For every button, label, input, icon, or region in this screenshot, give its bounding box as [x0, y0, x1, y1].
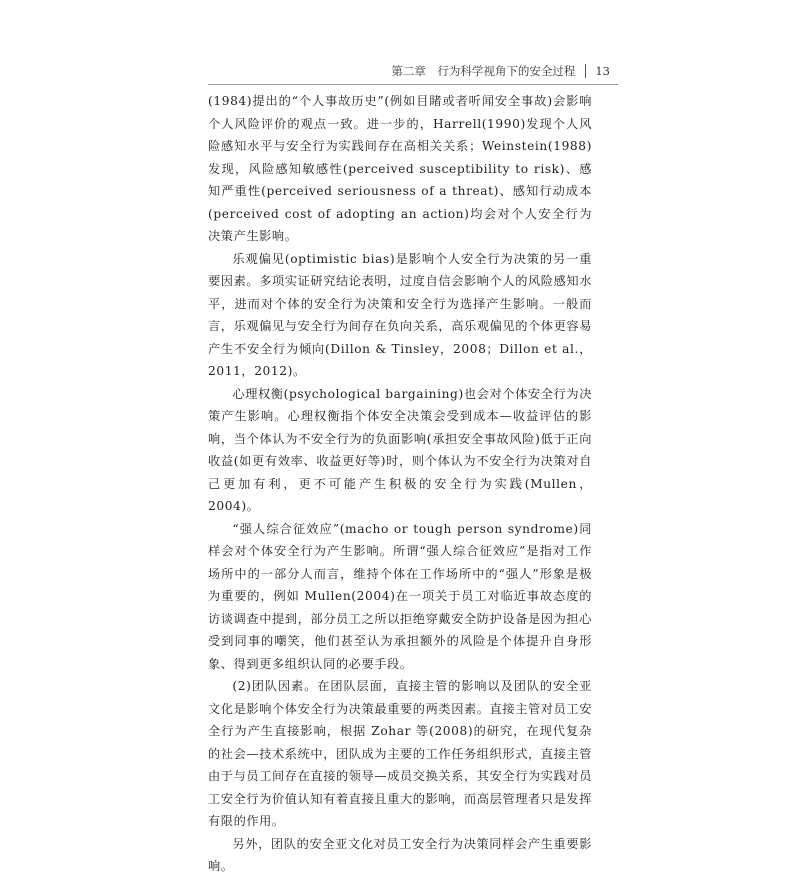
page-number: 13 — [595, 64, 610, 78]
body-text — [208, 90, 592, 878]
running-header — [391, 63, 610, 79]
paragraph-team-subculture: 另外，团队的安全亚文化对员工安全行为决策同样会产生重要影响。 — [208, 836, 592, 873]
paragraph-continued: (1984)提出的“个人事故历史”(例如目睹或者听闻安全事故)会影响个人风险评价的观点一致。进一步的，Harrell(1990)发现个人风险感知水平与安全行为实践间存在高相关关系；Weinstein(1988)发现，风险感知敏感性(perceived susceptibility to risk)、感知严重性(perceived seriousness of a threat)、感知行动成本(perceived cost of adopting an action)均会对个人安全行为决策产生影响。 — [208, 94, 592, 243]
header-separator — [585, 64, 586, 78]
paragraph-optimistic-bias: 乐观偏见(optimistic bias)是影响个人安全行为决策的另一重要因素。多项实证研究结论表明，过度自信会影响个人的风险感知水平，进而对个体的安全行为决策和安全行为选择产生影响。一般而言，乐观偏见与安全行为间存在负向关系，高乐观偏见的个体更容易产生不安全行为倾向(Dillon & Tinsley，2008；Dillon et al.，2011，2012)。 — [208, 251, 592, 378]
paragraph-macho-syndrome: “强人综合征效应”(macho or tough person syndrome)同样会对个体安全行为产生影响。所谓“强人综合征效应”是指对工作场所中的一部分人而言，维持个体在工作场所中的“强人”形象是极为重要的，例如 Mullen(2004)在一项关于员工对临近事故态度的访谈调查中提到，部分员工之所以拒绝穿戴安全防护设备是因为担心受到同事的嘲笑，他们甚至认为承担额外的风险是个体提升自身形象、得到更多组织认同的必要手段。 — [208, 521, 592, 671]
header-rule — [208, 84, 618, 85]
paragraph-team-factors: (2)团队因素。在团队层面，直接主管的影响以及团队的安全亚文化是影响个体安全行为决策最重要的两类因素。直接主管对员工安全行为产生直接影响，根据 Zohar 等(2008)的研究，在现代复杂的社会—技术系统中，团队成为主要的工作任务组织形式，直接主管由于与员工间存在直接的领导—成员交换关系，其安全行为实践对员工安全行为价值认知有着直接且重大的影响，而高层管理者只是发挥有限的作用。 — [208, 679, 592, 828]
chapter-title: 第二章 行为科学视角下的安全过程 — [391, 64, 576, 78]
paragraph-psychological-bargaining: 心理权衡(psychological bargaining)也会对个体安全行为决策产生影响。心理权衡指个体安全决策会受到成本—收益评估的影响，当个体认为不安全行为的负面影响(承担安全事故风险)低于正向收益(如更有效率、收益更好等)时，则个体认为不安全行为决策对自己更加有利，更不可能产生积极的安全行为实践(Mullen，2004)。 — [208, 386, 592, 513]
